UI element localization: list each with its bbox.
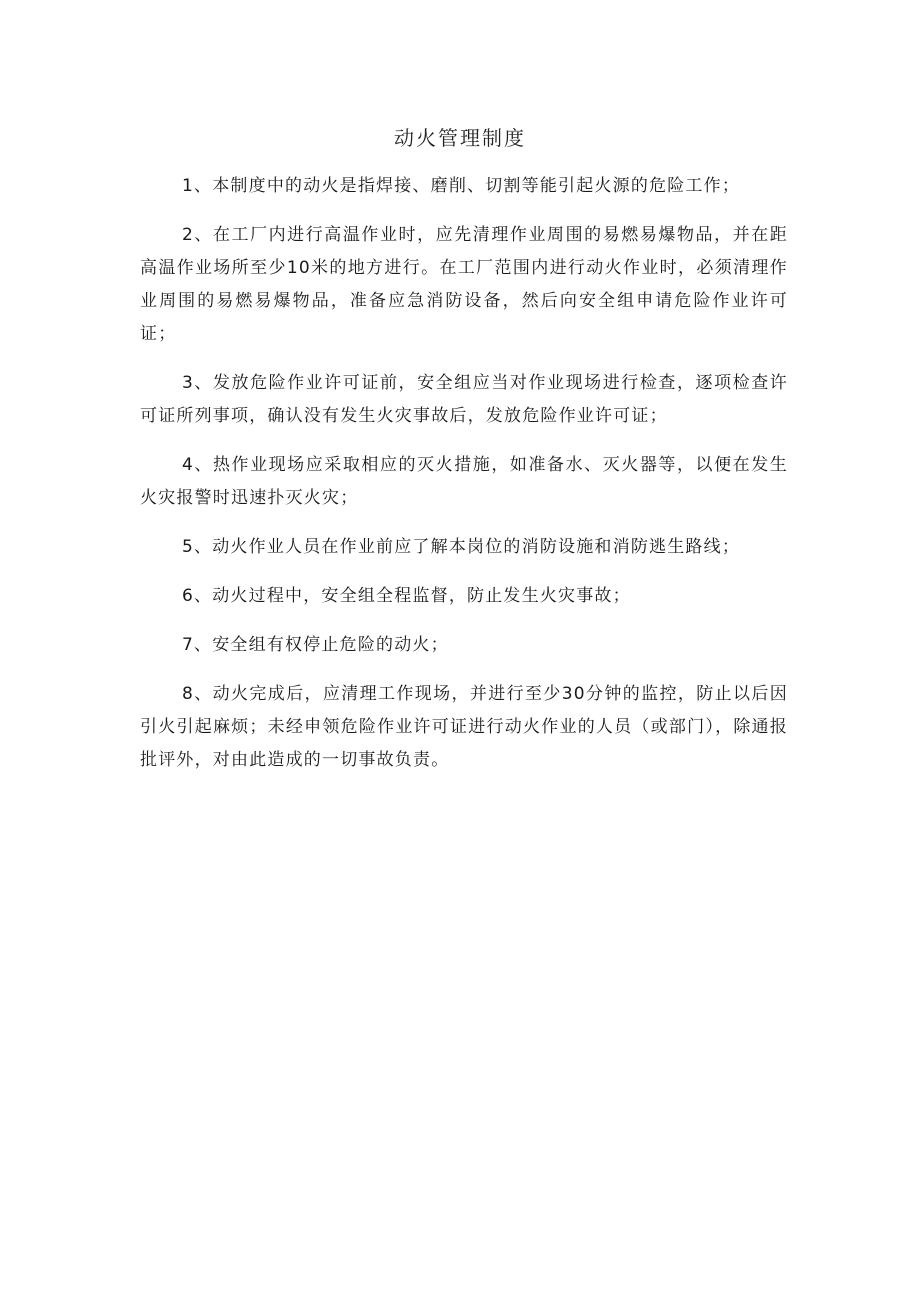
document-title: 动火管理制度 <box>394 126 526 150</box>
document-body <box>140 170 788 793</box>
paragraph-8: 8、动火完成后，应清理工作现场，并进行至少30分钟的监控，防止以后因引火引起麻烦；未经申领危险作业许可证进行动火作业的人员（或部门），除通报批评外，对由此造成的一切事故负责。 <box>140 684 788 770</box>
paragraph-6: 6、动火过程中，安全组全程监督，防止发生火灾事故； <box>182 586 631 606</box>
paragraph-5: 5、动火作业人员在作业前应了解本岗位的消防设施和消防逃生路线； <box>182 537 741 557</box>
paragraph-7: 7、安全组有权停止危险的动火； <box>182 635 449 655</box>
paragraph-3: 3、发放危险作业许可证前，安全组应当对作业现场进行检查，逐项检查许可证所列事项，确认没有发生火灾事故后，发放危险作业许可证； <box>140 373 788 426</box>
paragraph-1: 1、本制度中的动火是指焊接、磨削、切割等能引起火源的危险工作； <box>182 176 741 196</box>
paragraph-4: 4、热作业现场应采取相应的灭火措施，如准备水、灭火器等，以便在发生火灾报警时迅速扑灭火灾； <box>140 455 788 508</box>
paragraph-2: 2、在工厂内进行高温作业时，应先清理作业周围的易燃易爆物品，并在距高温作业场所至少10米的地方进行。在工厂范围内进行动火作业时，必须清理作业周围的易燃易爆物品，准备应急消防设备，然后向安全组申请危险作业许可证； <box>140 225 788 344</box>
